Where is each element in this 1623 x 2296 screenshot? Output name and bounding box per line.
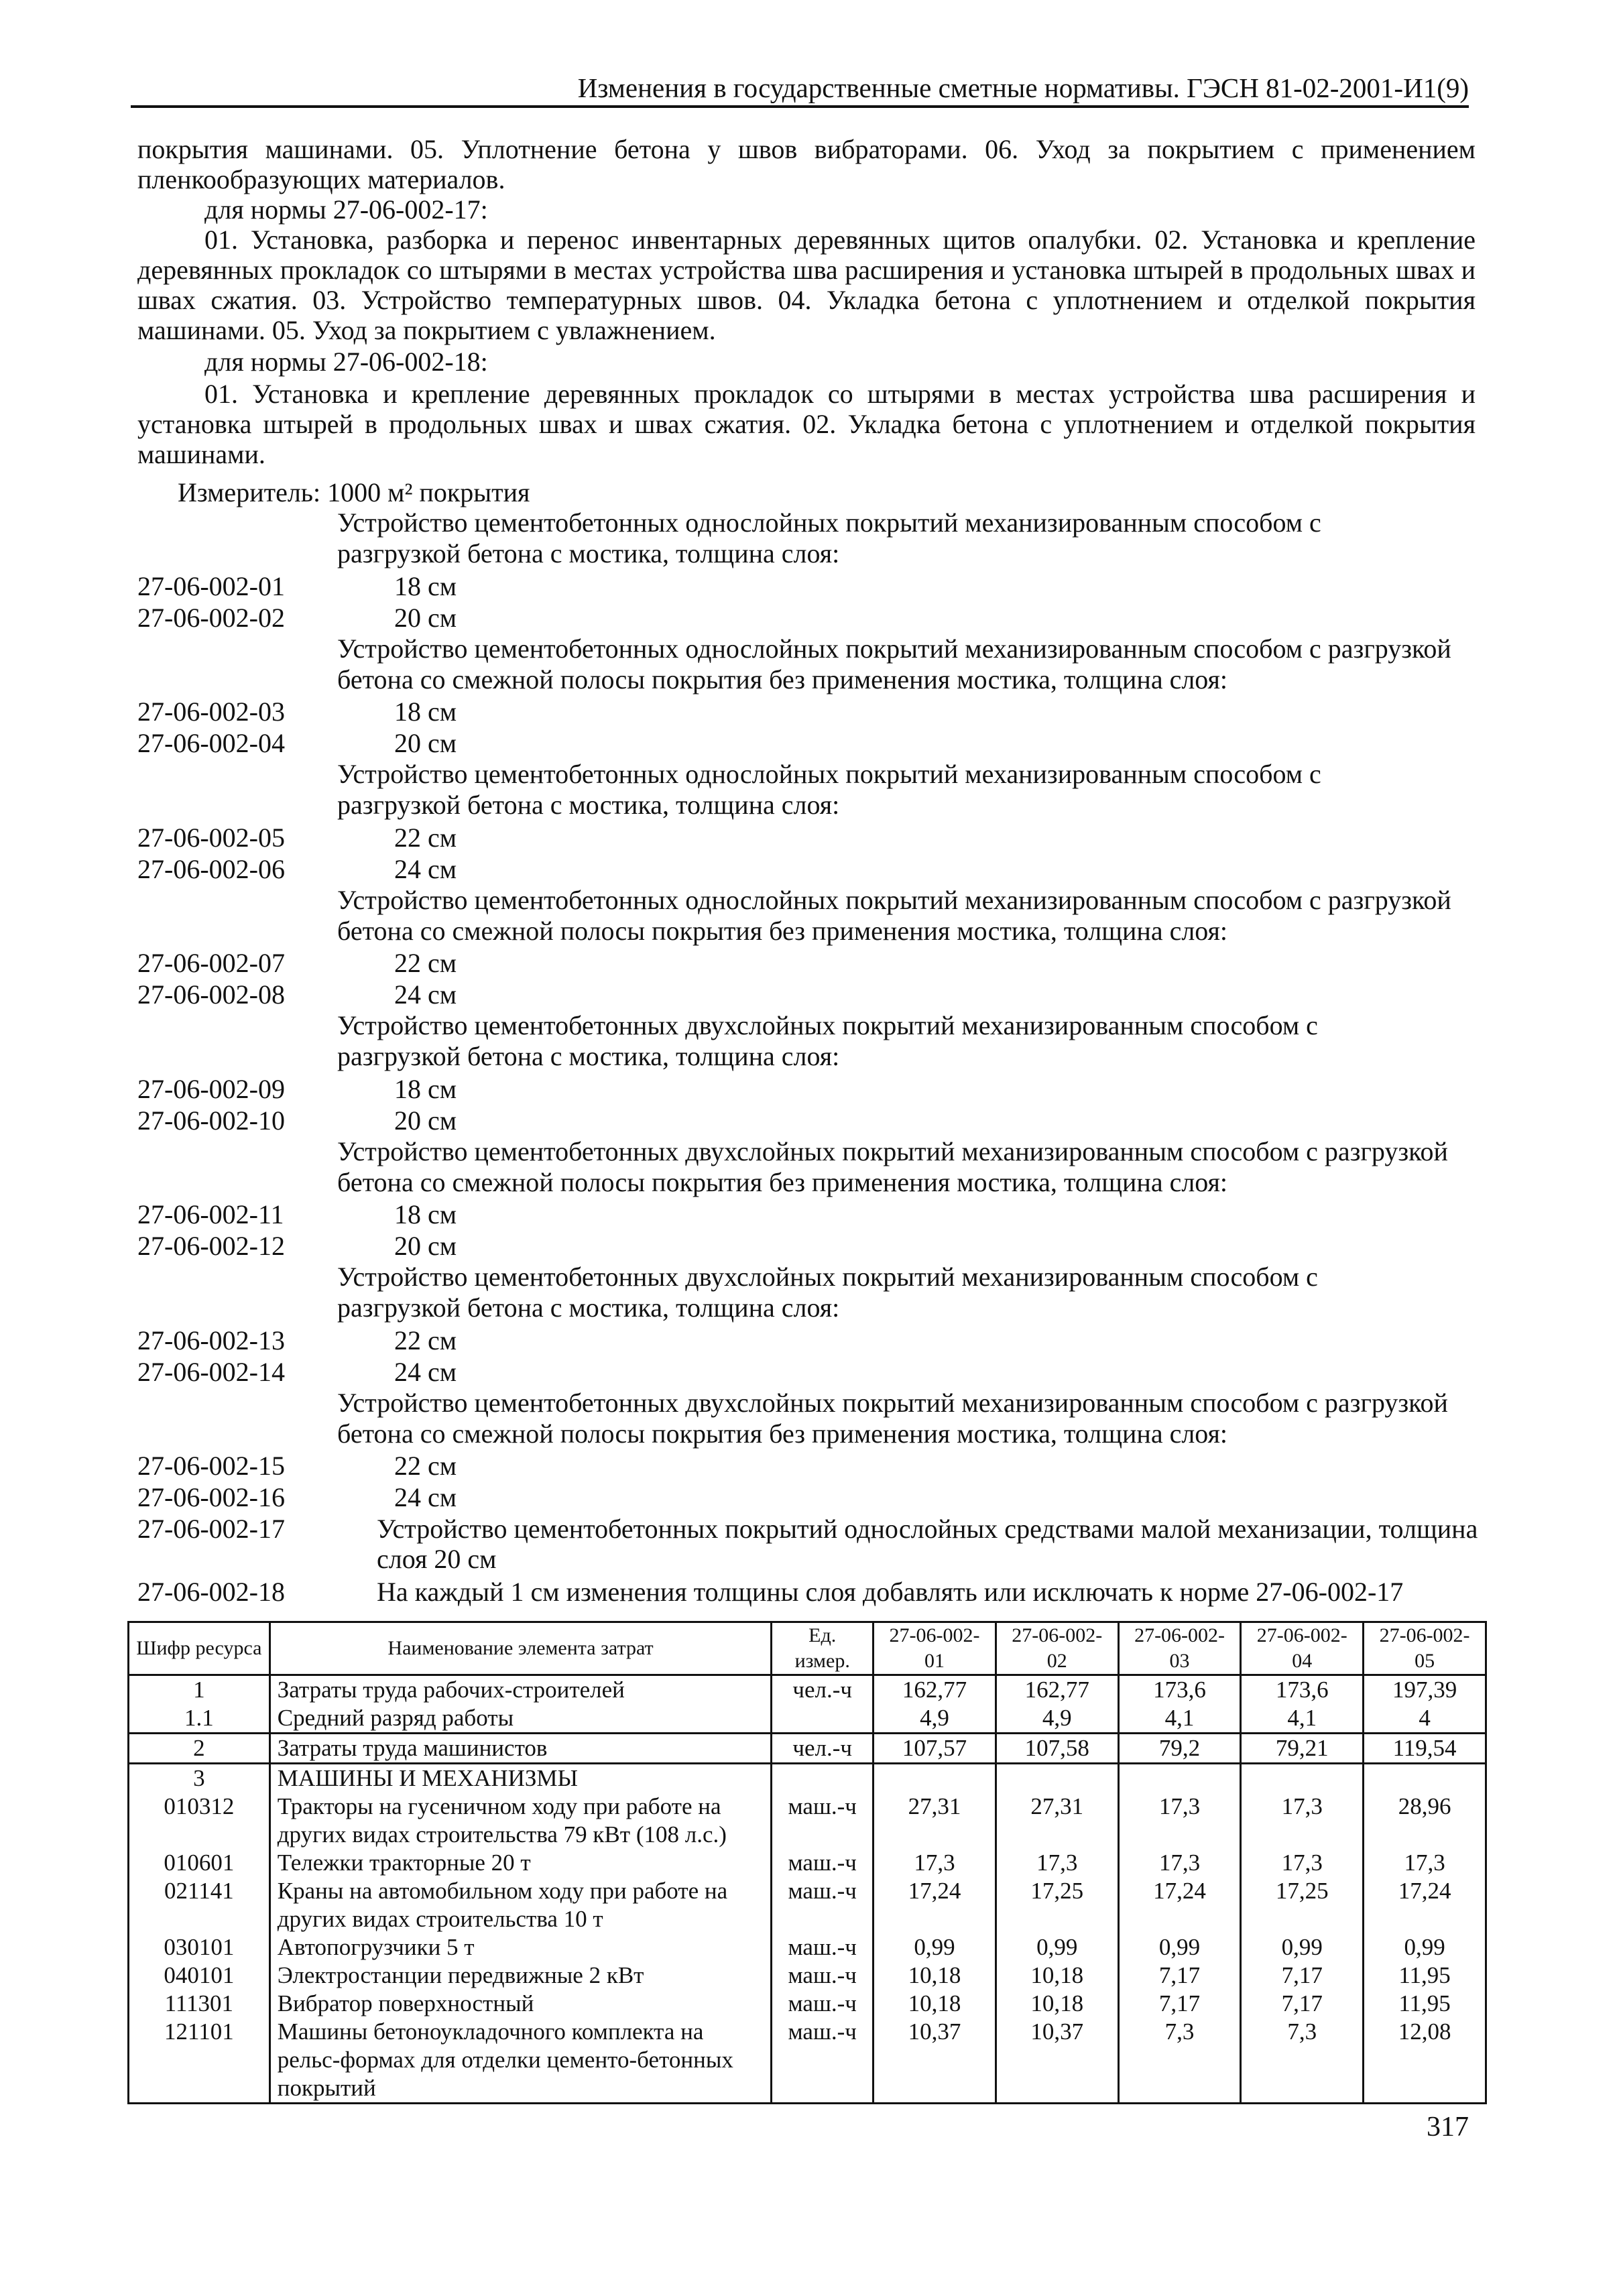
header-resource-code: Шифр ресурса [129, 1622, 270, 1675]
resource-code: 010601 [129, 1849, 270, 1877]
value-cell: 7,17 [1118, 1990, 1241, 2018]
unit [772, 1704, 874, 1734]
value-cell: 7,17 [1241, 1990, 1364, 2018]
norm-code: 27-06-002-05 [137, 823, 285, 853]
value-cell: 17,3 [1118, 1793, 1241, 1849]
cost-element-name: Машины бетоноукладочного комплекта на рельс-формах для отделки цементо-бетонных покрытий [269, 2018, 772, 2104]
value-cell: 7,17 [1241, 1961, 1364, 1990]
value-cell: 0,99 [996, 1933, 1118, 1961]
norm-group-description: Устройство цементобетонных двухслойных покрытий механизированным способом с разгрузкой бетона с мостика, толщина слоя: [337, 1010, 1318, 1071]
table-row [129, 1704, 1486, 1734]
layer-thickness: 18 см [394, 1074, 457, 1104]
page-number: 317 [1427, 2112, 1469, 2142]
norm-code: 27-06-002-14 [137, 1357, 285, 1387]
resource-code: 111301 [129, 1990, 270, 2018]
header-norm-col: 27-06-002-05 [1364, 1622, 1486, 1675]
norm-code: 27-06-002-13 [137, 1325, 285, 1355]
value-cell: 0,99 [1118, 1933, 1241, 1961]
table-row [129, 1793, 1486, 1849]
value-cell [1118, 1764, 1241, 1793]
value-cell: 107,57 [874, 1734, 996, 1764]
layer-thickness: 18 см [394, 1199, 457, 1229]
resource-code: 021141 [129, 1877, 270, 1933]
cost-element-name: Электростанции передвижные 2 кВт [269, 1961, 772, 1990]
resource-cost-table [127, 1621, 1487, 2104]
resource-code: 1.1 [129, 1704, 270, 1734]
value-cell [996, 1764, 1118, 1793]
header-norm-col: 27-06-002-04 [1241, 1622, 1364, 1675]
value-cell: 17,24 [874, 1877, 996, 1933]
value-cell: 4,1 [1241, 1704, 1364, 1734]
value-cell: 10,37 [996, 2018, 1118, 2104]
value-cell: 17,25 [996, 1877, 1118, 1933]
resource-code: 040101 [129, 1961, 270, 1990]
resource-code: 030101 [129, 1933, 270, 1961]
layer-thickness: 24 см [394, 979, 457, 1010]
value-cell: 7,17 [1118, 1961, 1241, 1990]
value-cell: 79,2 [1118, 1734, 1241, 1764]
unit: маш.-ч [772, 1990, 874, 2018]
value-cell: 107,58 [996, 1734, 1118, 1764]
running-header: Изменения в государственные сметные нормативы. ГЭСН 81-02-2001-И1(9) [131, 70, 1469, 108]
cost-element-name: Вибратор поверхностный [269, 1990, 772, 2018]
unit: чел.-ч [772, 1734, 874, 1764]
table-row [129, 1849, 1486, 1877]
cost-element-name: Автопогрузчики 5 т [269, 1933, 772, 1961]
meter-unit: Измеритель: 1000 м² покрытия [178, 477, 530, 507]
norm-code: 27-06-002-12 [137, 1231, 285, 1261]
value-cell: 10,18 [874, 1961, 996, 1990]
norm-description: Устройство цементобетонных покрытий однослойных средствами малой механизации, толщина слоя 20 см [377, 1514, 1478, 1574]
resource-code: 2 [129, 1734, 270, 1764]
layer-thickness: 18 см [394, 571, 457, 601]
value-cell: 4,9 [996, 1704, 1118, 1734]
value-cell: 17,3 [1364, 1849, 1486, 1877]
value-cell: 10,37 [874, 2018, 996, 2104]
value-cell: 17,25 [1241, 1877, 1364, 1933]
header-norm-col: 27-06-002-03 [1118, 1622, 1241, 1675]
norm-code: 27-06-002-06 [137, 854, 285, 884]
value-cell: 10,18 [996, 1990, 1118, 2018]
value-cell: 17,24 [1118, 1877, 1241, 1933]
value-cell: 173,6 [1118, 1675, 1241, 1705]
header-cost-element: Наименование элемента затрат [269, 1622, 772, 1675]
table-header-row [129, 1622, 1486, 1675]
value-cell: 17,3 [1241, 1849, 1364, 1877]
layer-thickness: 20 см [394, 603, 457, 633]
table-section-row [129, 1764, 1486, 1793]
value-cell: 162,77 [874, 1675, 996, 1705]
layer-thickness: 22 см [394, 823, 457, 853]
unit: маш.-ч [772, 1849, 874, 1877]
norm-group-description: Устройство цементобетонных двухслойных покрытий механизированным способом с разгрузкой бетона со смежной полосы покрытия без применения мостика, толщина слоя: [337, 1388, 1448, 1449]
layer-thickness: 24 см [394, 854, 457, 884]
norm-code: 27-06-002-16 [137, 1482, 285, 1512]
norm-code: 27-06-002-10 [137, 1105, 285, 1136]
resource-code: 3 [129, 1764, 270, 1793]
table-row [129, 1990, 1486, 2018]
resource-code: 1 [129, 1675, 270, 1705]
resource-code: 010312 [129, 1793, 270, 1849]
table-row [129, 1877, 1486, 1933]
norm-group-description: Устройство цементобетонных однослойных покрытий механизированным способом с разгрузкой бетона с мостика, толщина слоя: [337, 759, 1321, 820]
value-cell: 17,24 [1364, 1877, 1486, 1933]
norm-description: На каждый 1 см изменения толщины слоя добавлять или исключать к норме 27-06-002-17 [377, 1577, 1404, 1607]
norm-group-description: Устройство цементобетонных однослойных покрытий механизированным способом с разгрузкой бетона со смежной полосы покрытия без применения мостика, толщина слоя: [337, 885, 1451, 946]
layer-thickness: 22 см [394, 948, 457, 978]
norm-group-description: Устройство цементобетонных однослойных покрытий механизированным способом с разгрузкой бетона со смежной полосы покрытия без применения мостика, толщина слоя: [337, 633, 1451, 694]
norm-group-description: Устройство цементобетонных двухслойных покрытий механизированным способом с разгрузкой бетона с мостика, толщина слоя: [337, 1262, 1318, 1323]
unit: маш.-ч [772, 1877, 874, 1933]
norm-code: 27-06-002-07 [137, 948, 285, 978]
norm-code: 27-06-002-01 [137, 571, 285, 601]
cost-element-name: Затраты труда машинистов [269, 1734, 772, 1764]
unit: маш.-ч [772, 1933, 874, 1961]
value-cell: 119,54 [1364, 1734, 1486, 1764]
value-cell: 0,99 [874, 1933, 996, 1961]
norm-code: 27-06-002-18 [137, 1577, 285, 1607]
cost-element-name: Тележки тракторные 20 т [269, 1849, 772, 1877]
cost-element-name: Краны на автомобильном ходу при работе на других видах строительства 10 т [269, 1877, 772, 1933]
value-cell: 11,95 [1364, 1961, 1486, 1990]
value-cell: 7,3 [1118, 2018, 1241, 2104]
norm-group-description: Устройство цементобетонных однослойных покрытий механизированным способом с разгрузкой бетона с мостика, толщина слоя: [337, 507, 1321, 568]
value-cell: 28,96 [1364, 1793, 1486, 1849]
paragraph-norm-18: 01. Установка и крепление деревянных прокладок со штырями в местах устройства шва расширения и установка штырей в продольных швах и швах сжатия. 02. Укладка бетона с уплотнением и отделкой покрытия машинами. [137, 379, 1476, 469]
table-row [129, 1734, 1486, 1764]
norm-code: 27-06-002-02 [137, 603, 285, 633]
value-cell [1364, 1764, 1486, 1793]
value-cell: 4,1 [1118, 1704, 1241, 1734]
unit: маш.-ч [772, 2018, 874, 2104]
norm-code: 27-06-002-11 [137, 1199, 284, 1229]
cost-element-name: Тракторы на гусеничном ходу при работе на других видах строительства 79 кВт (108 л.с.) [269, 1793, 772, 1849]
unit: чел.-ч [772, 1675, 874, 1705]
value-cell: 11,95 [1364, 1990, 1486, 2018]
table-row [129, 1675, 1486, 1705]
value-cell: 0,99 [1364, 1933, 1486, 1961]
layer-thickness: 20 см [394, 1105, 457, 1136]
value-cell: 0,99 [1241, 1933, 1364, 1961]
header-norm-col: 27-06-002-02 [996, 1622, 1118, 1675]
layer-thickness: 20 см [394, 1231, 457, 1261]
value-cell [874, 1764, 996, 1793]
paragraph-norm-17: 01. Установка, разборка и перенос инвентарных деревянных щитов опалубки. 02. Установка и крепление деревянных прокладок со штырями в местах устройства шва расширения и установка штырей в продольных швах и швах сжатия. 03. Устройство температурных швов. 04. Укладка бетона с уплотнением и отделкой покрытия машинами. 05. Уход за покрытием с увлажнением. [137, 225, 1476, 345]
value-cell: 7,3 [1241, 2018, 1364, 2104]
layer-thickness: 24 см [394, 1357, 457, 1387]
layer-thickness: 22 см [394, 1451, 457, 1481]
value-cell: 4 [1364, 1704, 1486, 1734]
resource-code: 121101 [129, 2018, 270, 2104]
norm-code: 27-06-002-04 [137, 728, 285, 758]
value-cell: 17,3 [996, 1849, 1118, 1877]
section-title: МАШИНЫ И МЕХАНИЗМЫ [269, 1764, 772, 1793]
paragraph-work-composition: покрытия машинами. 05. Уплотнение бетона у швов вибраторами. 06. Уход за покрытием с применением пленкообразующих материалов. [137, 134, 1476, 194]
header-norm-col: 27-06-002-01 [874, 1622, 996, 1675]
value-cell: 12,08 [1364, 2018, 1486, 2104]
value-cell: 27,31 [996, 1793, 1118, 1849]
unit [772, 1764, 874, 1793]
norm-code: 27-06-002-15 [137, 1451, 285, 1481]
value-cell: 4,9 [874, 1704, 996, 1734]
unit: маш.-ч [772, 1793, 874, 1849]
value-cell: 27,31 [874, 1793, 996, 1849]
value-cell: 197,39 [1364, 1675, 1486, 1705]
norm-code: 27-06-002-08 [137, 979, 285, 1010]
table-row [129, 1961, 1486, 1990]
norm-label-17: для нормы 27-06-002-17: [204, 194, 488, 225]
norm-code: 27-06-002-17 [137, 1514, 285, 1544]
norm-code: 27-06-002-03 [137, 697, 285, 727]
value-cell: 17,3 [1118, 1849, 1241, 1877]
layer-thickness: 18 см [394, 697, 457, 727]
value-cell: 173,6 [1241, 1675, 1364, 1705]
header-unit: Ед. измер. [772, 1622, 874, 1675]
value-cell: 10,18 [996, 1961, 1118, 1990]
value-cell: 79,21 [1241, 1734, 1364, 1764]
value-cell: 162,77 [996, 1675, 1118, 1705]
layer-thickness: 22 см [394, 1325, 457, 1355]
layer-thickness: 20 см [394, 728, 457, 758]
layer-thickness: 24 см [394, 1482, 457, 1512]
norm-group-description: Устройство цементобетонных двухслойных покрытий механизированным способом с разгрузкой бетона со смежной полосы покрытия без применения мостика, толщина слоя: [337, 1136, 1448, 1197]
value-cell: 17,3 [1241, 1793, 1364, 1849]
norm-code: 27-06-002-09 [137, 1074, 285, 1104]
cost-element-name: Затраты труда рабочих-строителей [269, 1675, 772, 1705]
cost-element-name: Средний разряд работы [269, 1704, 772, 1734]
value-cell: 17,3 [874, 1849, 996, 1877]
unit: маш.-ч [772, 1961, 874, 1990]
value-cell: 10,18 [874, 1990, 996, 2018]
table-row [129, 1933, 1486, 1961]
norm-label-18: для нормы 27-06-002-18: [204, 347, 488, 377]
table-row [129, 2018, 1486, 2104]
value-cell [1241, 1764, 1364, 1793]
